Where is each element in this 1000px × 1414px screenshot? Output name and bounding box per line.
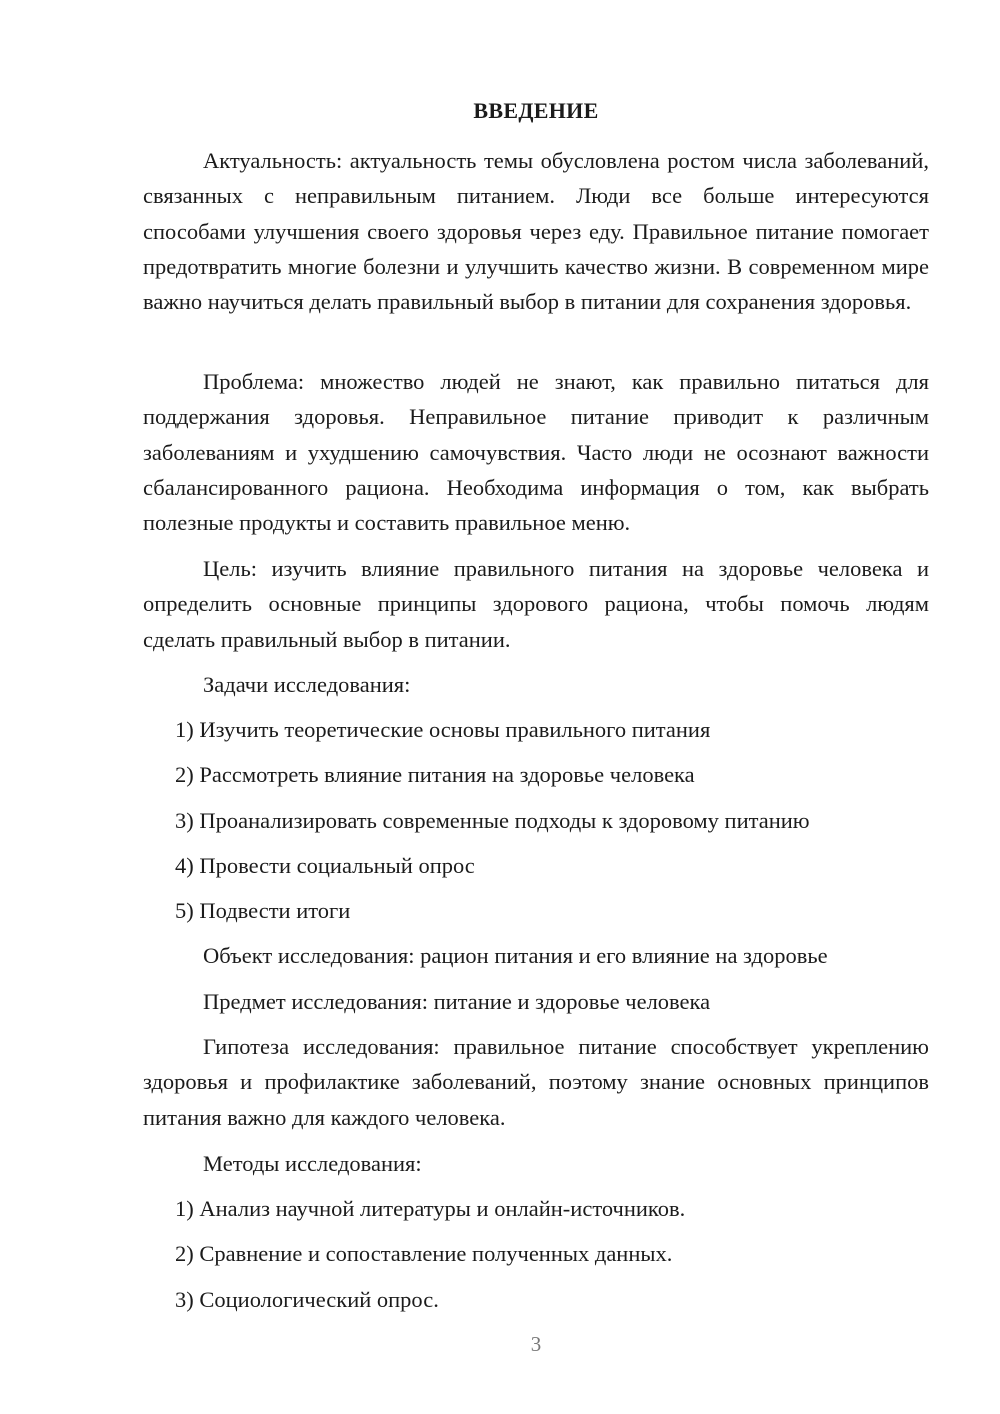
paragraph-relevance: Актуальность: актуальность темы обусловлена ростом числа заболеваний, связанных с неправильным питанием. Люди все больше интересуются способами улучшения своего здоровья через еду. Правильное питание помогает предотвратить многие болезни и улучшить качество жизни. В современном мире важно научиться делать правильный выбор в питании для сохранения здоровья. [143, 148, 929, 315]
tasks-heading: Задачи исследования: [203, 672, 411, 697]
research-object: Объект исследования: рацион питания и его влияние на здоровье [203, 943, 828, 968]
method-item-1: 1) Анализ научной литературы и онлайн-источников. [175, 1196, 686, 1221]
methods-heading: Методы исследования: [203, 1151, 422, 1176]
research-subject: Предмет исследования: питание и здоровье человека [203, 989, 711, 1014]
task-item-1: 1) Изучить теоретические основы правильного питания [175, 717, 711, 742]
page-title: ВВЕДЕНИЕ [473, 98, 599, 123]
paragraph-hypothesis: Гипотеза исследования: правильное питание способствует укреплению здоровья и профилактике заболеваний, поэтому знание основных принципов питания важно для каждого человека. [143, 1034, 929, 1130]
task-item-5: 5) Подвести итоги [175, 898, 351, 923]
task-item-3: 3) Проанализировать современные подходы к здоровому питанию [175, 808, 810, 833]
method-item-3: 3) Социологический опрос. [175, 1287, 439, 1312]
task-item-4: 4) Провести социальный опрос [175, 853, 475, 878]
page-number: 3 [530, 1332, 542, 1356]
method-item-2: 2) Сравнение и сопоставление полученных данных. [175, 1241, 673, 1266]
task-item-2: 2) Рассмотреть влияние питания на здоровье человека [175, 762, 695, 787]
paragraph-problem: Проблема: множество людей не знают, как правильно питаться для поддержания здоровья. Неправильное питание приводит к различным заболеваниям и ухудшению самочувствия. Часто люди не осознают важности сбалансированного рациона. Необходима информация о том, как выбрать полезные продукты и составить правильное меню. [143, 369, 929, 536]
paragraph-goal: Цель: изучить влияние правильного питания на здоровье человека и определить основные принципы здорового рациона, чтобы помочь людям сделать правильный выбор в питании. [143, 556, 929, 652]
